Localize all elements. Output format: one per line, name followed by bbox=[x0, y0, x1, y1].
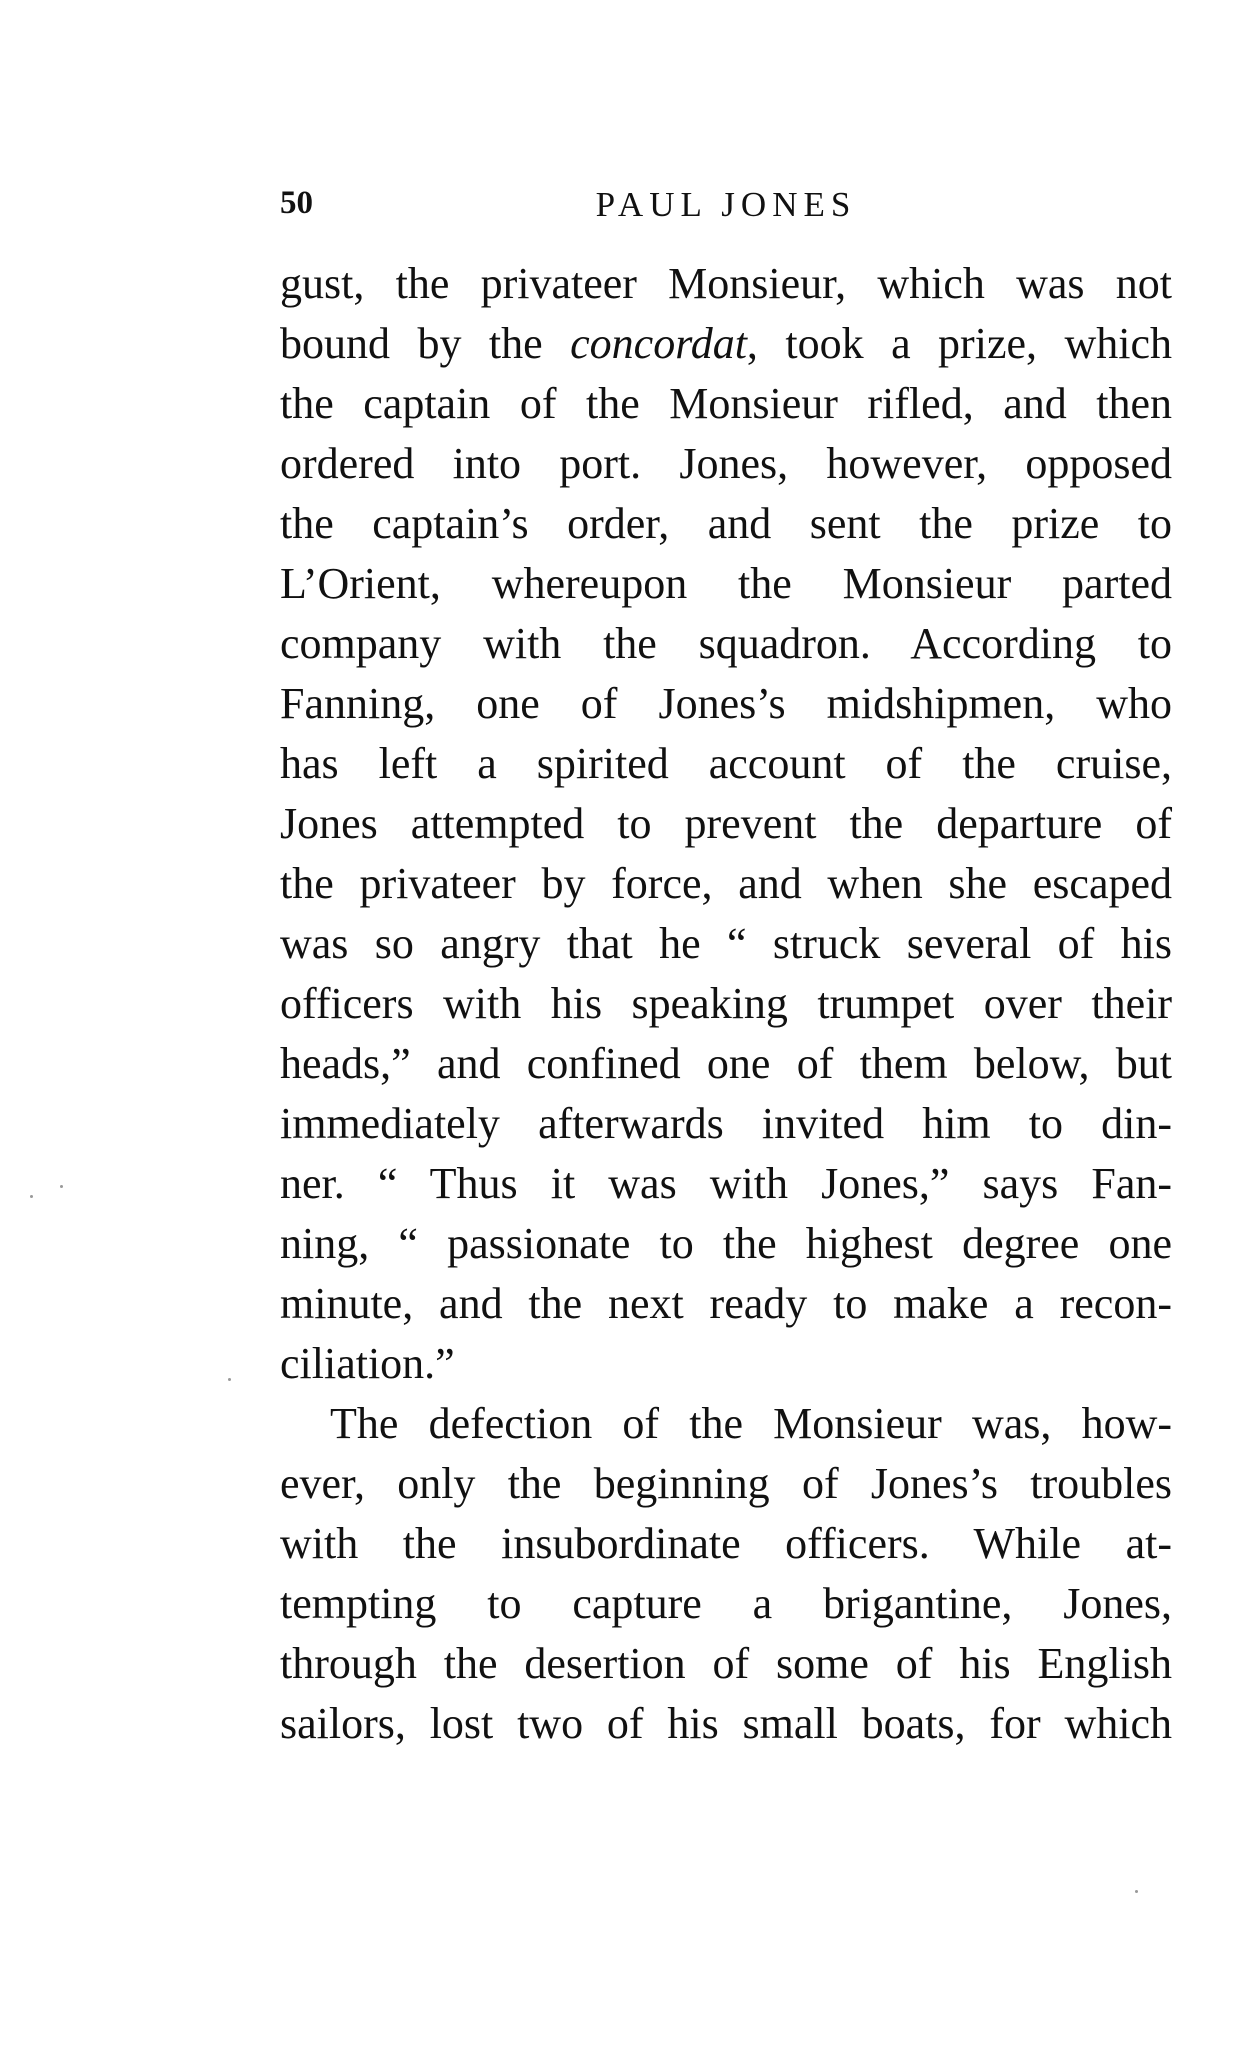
paragraph-2 bbox=[280, 1394, 1172, 1754]
page-header bbox=[280, 185, 1172, 235]
text-line: heads,” and confined one of them below, but bbox=[280, 1039, 1172, 1088]
paper-speck bbox=[1135, 1890, 1138, 1893]
text-line: ordered into port. Jones, however, opposed bbox=[280, 439, 1172, 488]
text-line: L’Orient, whereupon the Monsieur parted bbox=[280, 559, 1172, 608]
text-line: the captain of the Monsieur rifled, and then bbox=[280, 379, 1172, 428]
text-line: with the insubordinate officers. While at- bbox=[280, 1519, 1172, 1568]
text-run: , took a prize, which bbox=[746, 319, 1172, 368]
text-line: Fanning, one of Jones’s midshipmen, who bbox=[280, 679, 1172, 728]
text-line: ever, only the beginning of Jones’s troubles bbox=[280, 1459, 1172, 1508]
text-line: minute, and the next ready to make a recon- bbox=[280, 1279, 1172, 1328]
text-line: officers with his speaking trumpet over their bbox=[280, 979, 1172, 1028]
text-line: immediately afterwards invited him to din- bbox=[280, 1099, 1172, 1148]
text-line: tempting to capture a brigantine, Jones, bbox=[280, 1579, 1172, 1628]
text-line bbox=[280, 314, 1172, 374]
body-text bbox=[280, 254, 1172, 1754]
text-line: has left a spirited account of the cruise, bbox=[280, 739, 1172, 788]
text-line: Jones attempted to prevent the departure of bbox=[280, 799, 1172, 848]
text-line: the captain’s order, and sent the prize to bbox=[280, 499, 1172, 548]
italic-term: concordat bbox=[570, 319, 747, 368]
page-number: 50 bbox=[280, 185, 313, 221]
text-line: through the desertion of some of his English bbox=[280, 1639, 1172, 1688]
paper-speck bbox=[30, 1195, 33, 1198]
running-head: PAUL JONES bbox=[595, 185, 857, 224]
text-line: the privateer by force, and when she escaped bbox=[280, 859, 1172, 908]
text-run: bound by the bbox=[280, 319, 571, 368]
text-line: sailors, lost two of his small boats, for which bbox=[280, 1699, 1172, 1748]
text-line: company with the squadron. According to bbox=[280, 619, 1172, 668]
paper-speck bbox=[228, 1378, 231, 1381]
text-line: gust, the privateer Monsieur, which was not bbox=[280, 259, 1172, 308]
text-line: ner. “ Thus it was with Jones,” says Fan- bbox=[280, 1159, 1172, 1208]
text-line: was so angry that he “ struck several of his bbox=[280, 919, 1172, 968]
paper-speck bbox=[60, 1185, 63, 1188]
text-line: The defection of the Monsieur was, how- bbox=[330, 1399, 1172, 1448]
text-line: ning, “ passionate to the highest degree one bbox=[280, 1219, 1172, 1268]
paragraph-1 bbox=[280, 254, 1172, 1394]
text-line: ciliation.” bbox=[280, 1339, 455, 1388]
